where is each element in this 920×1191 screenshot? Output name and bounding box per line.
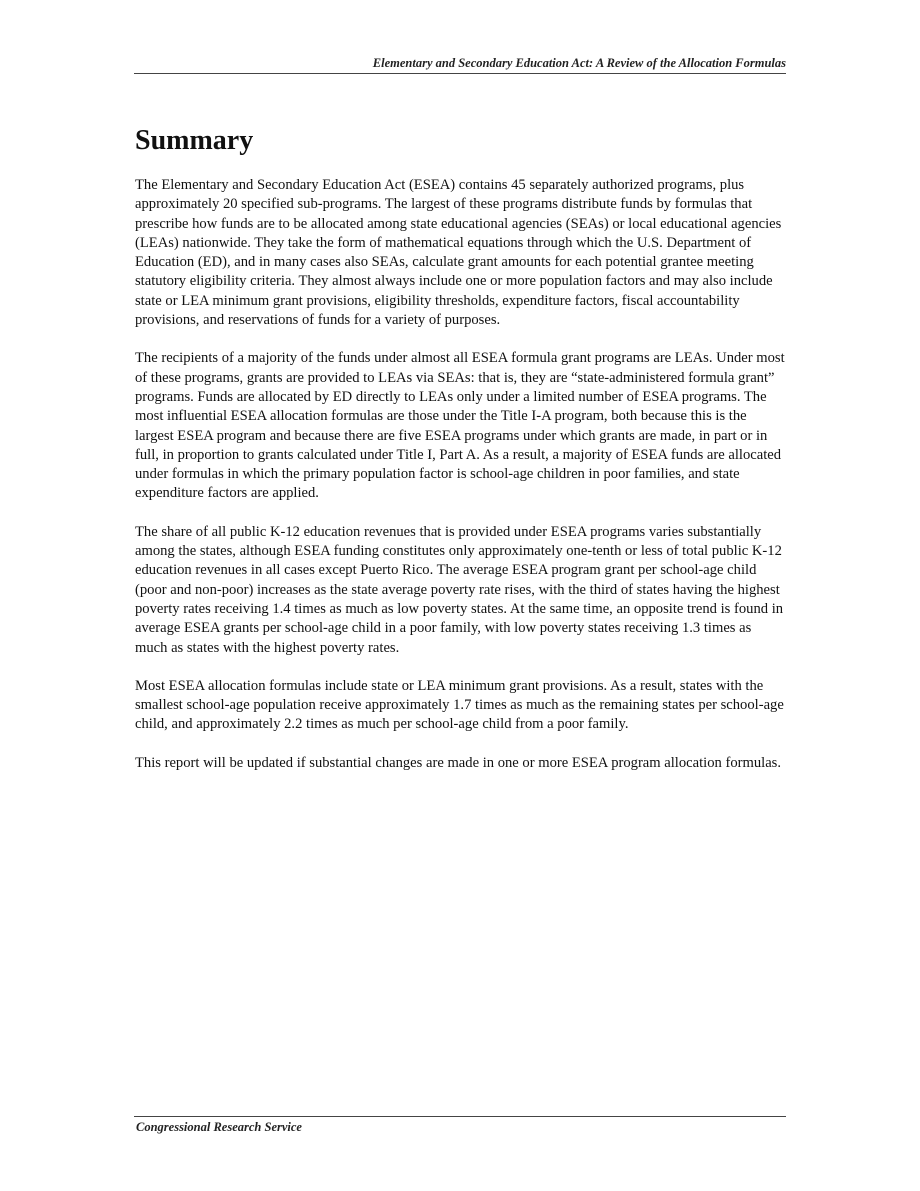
header-divider [134, 73, 786, 74]
summary-paragraph-2: The recipients of a majority of the funds under almost all ESEA formula grant programs are LEAs. Under most of these programs, grants are provided to LEAs via SEAs: that is, they are “state-administered formula grant” programs. Funds are allocated by ED directly to LEAs only under a limited number of ESEA programs. The most influential ESEA allocation formulas are those under the Title I-A program, both because this is the largest ESEA program and because there are five ESEA programs under which grants are made, in part or in full, in proportion to grants calculated under Title I, Part A. As a result, a majority of ESEA funds are allocated under formulas in which the primary population factor is school-age children in poor families, and state expenditure factors are applied. [135, 350, 785, 502]
page-title: Summary [135, 125, 254, 156]
summary-paragraph-4: Most ESEA allocation formulas include state or LEA minimum grant provisions. As a result, states with the smallest school-age population receive approximately 1.7 times as much as the remaining states per school-age child, and approximately 2.2 times as much per school-age child from a poor family. [135, 677, 784, 733]
summary-paragraph-1: The Elementary and Secondary Education Act (ESEA) contains 45 separately authorized programs, plus approximately 20 specified sub-programs. The largest of these programs distribute funds by formulas that prescribe how funds are to be allocated among state educational agencies (SEAs) or local educational agencies (LEAs) nationwide. They take the form of mathematical equations through which the U.S. Department of Education (ED), and in many cases also SEAs, calculate grant amounts for each potential grantee meeting statutory eligibility criteria. They almost always include one or more population factors and may also include state or LEA minimum grant provisions, eligibility thresholds, expenditure factors, fiscal accountability provisions, and reservations of funds for a variety of purposes. [135, 177, 782, 329]
running-footer: Congressional Research Service [136, 1120, 302, 1134]
summary-body [135, 176, 787, 792]
summary-paragraph-3: The share of all public K-12 education revenues that is provided under ESEA programs varies substantially among the states, although ESEA funding constitutes only approximately one-tenth or less of total public K-12 education revenues in all cases except Puerto Rico. The average ESEA program grant per school-age child (poor and non-poor) increases as the state average poverty rate rises, with the third of states having the highest poverty rates receiving 1.4 times as much as low poverty states. At the same time, an opposite trend is found in average ESEA grants per school-age child in a poor family, with low poverty states receiving 1.3 times as much as states with the highest poverty rates. [135, 523, 784, 656]
running-header: Elementary and Secondary Education Act: A Review of the Allocation Formulas [372, 56, 786, 70]
summary-paragraph-5: This report will be updated if substantial changes are made in one or more ESEA program allocation formulas. [135, 754, 781, 771]
footer-divider [134, 1116, 786, 1117]
